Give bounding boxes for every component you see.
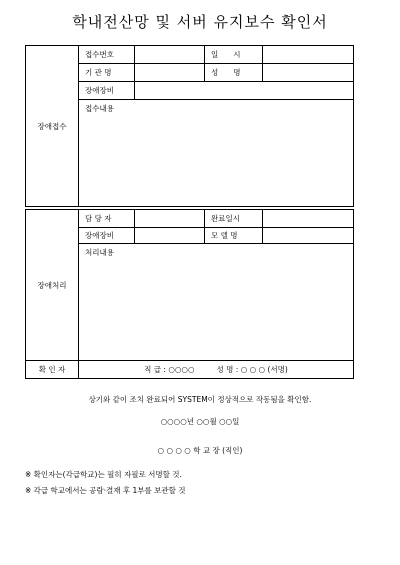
receipt-no-label: 접수번호: [79, 46, 135, 64]
date-field[interactable]: [263, 46, 354, 64]
document-title: 학내전산망 및 서버 유지보수 확인서: [72, 13, 328, 31]
receipt-no-field[interactable]: [135, 46, 205, 64]
processing-fault-equipment-label: 장애장비: [79, 228, 135, 244]
processing-content-label: 처리내용: [85, 248, 114, 257]
completed-field[interactable]: [263, 210, 354, 228]
processing-side-label: 장애처리: [26, 210, 79, 361]
name-label: 성 명: [205, 64, 263, 82]
completed-label: 완료일시: [205, 210, 263, 228]
reception-side-label: 장애접수: [26, 46, 79, 207]
date-line: ○○○○년 ○○월 ○○일: [160, 417, 240, 426]
fault-equipment-field[interactable]: [135, 82, 354, 100]
person-label: 담 당 자: [79, 210, 135, 228]
confirmer-rank: 직 급 : ○○○○: [144, 365, 195, 374]
reception-content-label: 접수내용: [85, 104, 114, 113]
person-field[interactable]: [135, 210, 205, 228]
institution-label: 기 관 명: [79, 64, 135, 82]
processing-fault-equipment-field[interactable]: [135, 228, 205, 244]
date-label: 일 시: [205, 46, 263, 64]
confirmer-name: 성 명 : ○ ○ ○ (서명): [216, 365, 288, 374]
processing-content-area[interactable]: [79, 244, 354, 361]
principal-line: ○ ○ ○ ○ 학 교 장 (직인): [157, 446, 243, 455]
confirmation-statement: 상기와 같이 조치 완료되어 SYSTEM이 정상적으로 작동됨을 확인함.: [88, 395, 312, 404]
confirmer-signature-field[interactable]: [79, 361, 354, 379]
fault-equipment-label: 장애장비: [79, 82, 135, 100]
model-field[interactable]: [263, 228, 354, 244]
processing-table: [25, 209, 354, 379]
confirmer-label: 확 인 자: [26, 361, 79, 379]
model-label: 모 델 명: [205, 228, 263, 244]
reception-content-area[interactable]: [79, 100, 354, 207]
footnote-1: ※ 확인자는(각급학교)는 필히 자필로 서명할 것.: [25, 470, 182, 479]
footnote-2: ※ 각급 학교에서는 공람·결재 후 1부를 보관할 것: [25, 486, 186, 495]
reception-table: [25, 45, 354, 207]
name-field[interactable]: [263, 64, 354, 82]
institution-field[interactable]: [135, 64, 205, 82]
